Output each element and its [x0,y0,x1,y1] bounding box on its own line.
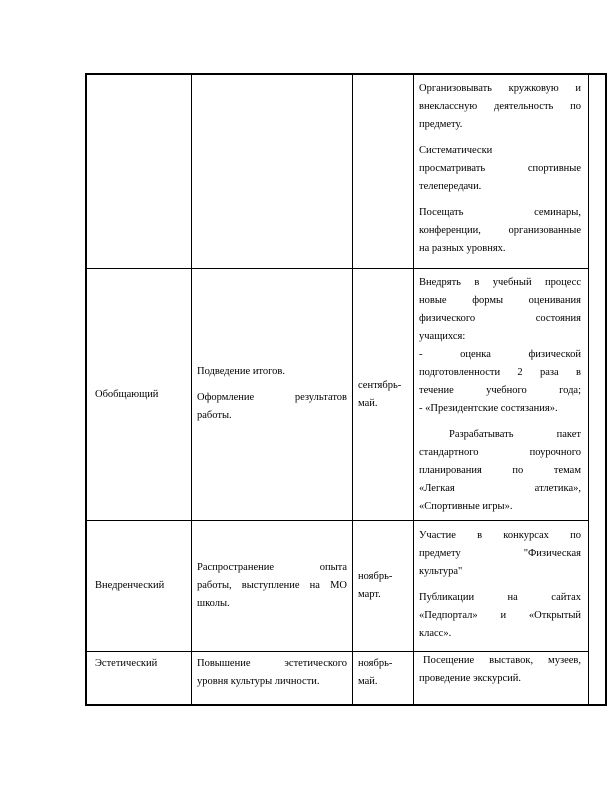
text-line: ноябрь- [358,571,393,582]
text-line: физического состояния [419,313,581,324]
text-line: на разных уровнях. [419,243,506,254]
text-line: Разрабатывать пакет [449,429,581,440]
text-line: Внедрять в учебный процесс [419,277,581,288]
text-line: предмету. [419,119,463,130]
text-line: «Спортивные игры». [419,501,513,512]
stage-label: Эстетический [95,658,158,669]
text-line: работы. [197,410,232,421]
text-line: Участие в конкурсах по [419,530,581,541]
text-line: культура" [419,566,463,577]
text-line: Распространение опыта [197,562,347,573]
text-line: март. [358,589,381,600]
table-cell-stage [95,386,187,404]
text-line: подготовленности 2 раза в [419,367,581,378]
table-cell-stage [95,655,187,673]
text-line: Организовывать кружковую и [419,83,581,94]
table-cell-dates [358,568,410,604]
text-line: уровня культуры личности. [197,676,320,687]
column-divider [413,75,414,704]
text-line: школы. [197,598,230,609]
row-divider [87,268,588,269]
text-line: май. [358,676,378,687]
table-cell-content [197,655,347,691]
text-line: новые формы оценивания [419,295,581,306]
table-cell-actions [419,274,581,516]
text-line: предмету "Физическая [419,548,581,559]
text-line: май. [358,398,378,409]
text-line: конференции, организованные [419,225,581,236]
text-line: Посещать семинары, [419,207,581,218]
text-line: планирования по темам [419,465,581,476]
text-line: сентябрь- [358,380,402,391]
text-line: работы, выступление на МО [197,580,347,591]
table-cell-actions [419,652,581,688]
text-line: - оценка физической [419,349,581,360]
text-line: просматривать спортивные [419,163,581,174]
text-line: телепередачи. [419,181,482,192]
text-line: «Педпортал» и «Открытый [419,610,581,621]
text-line: класс». [419,628,452,639]
text-line: стандартного поурочного [419,447,581,458]
table-cell-content [197,559,347,613]
text-line: Оформление результатов [197,392,347,403]
text-line: внеклассную деятельность по [419,101,581,112]
table-cell-stage [95,577,187,595]
column-divider [588,75,589,704]
text-line: Посещение выставок, музеев, [423,655,581,666]
column-divider [352,75,353,704]
text-line: «Легкая атлетика», [419,483,581,494]
stage-label: Обобщающий [95,389,159,400]
table-cell-dates [358,377,410,413]
text-line: Публикации на сайтах [419,592,581,603]
table-cell-actions [419,527,581,643]
stage-label: Внедренческий [95,580,165,591]
text-line: Систематически [419,145,493,156]
text-line: Подведение итогов. [197,366,286,377]
table-cell-content [197,363,347,425]
text-line: - «Президентские состязания». [419,403,558,414]
text-line: Повышение эстетического [197,658,347,669]
table-cell-dates [358,655,410,691]
text-line: течение учебного года; [419,385,581,396]
table-cell-actions [419,80,581,258]
column-divider [191,75,192,704]
row-divider [87,520,588,521]
text-line: ноябрь- [358,658,393,669]
text-line: учащихся: [419,331,466,342]
text-line: проведение экскурсий. [419,673,522,684]
